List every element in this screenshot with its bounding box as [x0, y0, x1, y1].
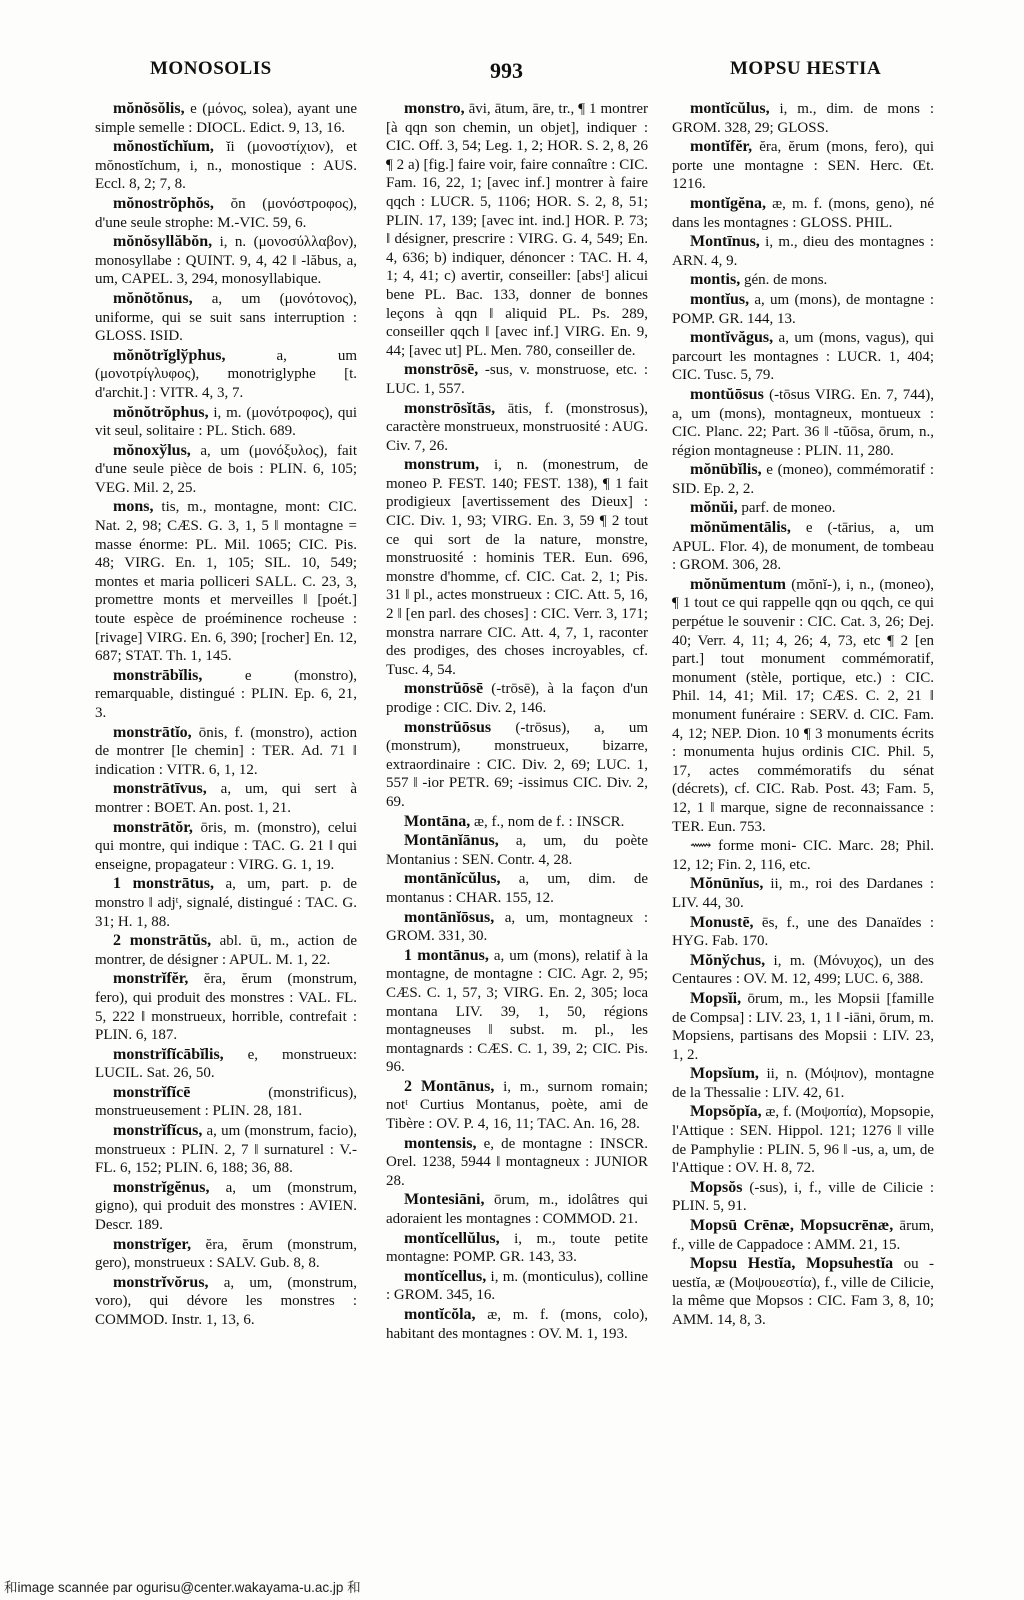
dictionary-entry — [672, 461, 934, 498]
dictionary-entry — [95, 100, 357, 137]
dictionary-entry — [95, 780, 357, 817]
entry-headword: Montīnus, — [690, 233, 760, 251]
entry-definition: (-sus), i, f., ville de Cilicie : PLIN. 5, 91. — [672, 1179, 934, 1215]
dictionary-entry — [672, 100, 934, 137]
dictionary-entry — [95, 442, 357, 498]
entry-definition: a, um (μονότονος), uniforme, qui se suit sans interruption : GLOSS. ISID. — [95, 290, 357, 345]
entry-headword: montis, — [690, 271, 741, 289]
entry-headword: monstrātīvus, — [113, 780, 207, 798]
dictionary-entry — [386, 456, 648, 679]
dictionary-entry — [672, 1065, 934, 1102]
dictionary-entry — [672, 576, 934, 836]
entry-headword: mŏnŏtŏnus, — [113, 289, 193, 307]
entry-headword: Mopsĭi, — [690, 989, 742, 1007]
dictionary-entry — [95, 875, 357, 931]
entry-headword: monstrātĭo, — [113, 723, 192, 741]
column-2 — [386, 100, 648, 1540]
entry-definition: ⟿ forme moni- CIC. Marc. 28; Phil. 12, 12; Fin. 2, 116, etc. — [672, 838, 934, 873]
entry-definition: i, m., surnom romain; notᵗ Curtius Montanus, poète, ami de Tibère : OV. P. 4, 16, 11; TAC. An. 16, 28. — [386, 1078, 648, 1133]
dictionary-entry — [95, 970, 357, 1044]
entry-headword: Monustē, — [690, 913, 754, 931]
entry-definition: ii, n. (Μόψιον), montagne de la Thessalie : LIV. 42, 61. — [672, 1066, 934, 1101]
entry-headword: montĭus, — [690, 290, 750, 308]
entry-headword: montŭōsus — [690, 385, 764, 403]
dictionary-entry — [386, 832, 648, 869]
dictionary-entry — [386, 1268, 648, 1305]
entry-headword: mŏnŏsŏlis, — [113, 100, 185, 117]
entry-definition: i, m. (Μόνυχος), un des Centaures : OV. M. 12, 499; LUC. 6, 388. — [672, 952, 934, 988]
dictionary-entry — [672, 499, 934, 518]
dictionary-entry — [95, 1179, 357, 1235]
entry-headword: 1 montānus, — [404, 946, 489, 964]
entry-headword: mŏnoxўlus, — [113, 441, 191, 459]
dictionary-entry — [386, 1078, 648, 1134]
entry-headword: Mŏnўchus, — [690, 951, 766, 969]
header-last-word: MOPSU HESTIA — [730, 58, 882, 79]
entry-headword: monstrātŏr, — [113, 818, 193, 836]
entry-definition: e (μόνος, solea), ayant une simple semelle : DIOCL. Edict. 9, 13, 16. — [95, 101, 357, 136]
entry-headword: monstrōsē, — [404, 361, 479, 379]
dictionary-entry — [95, 1236, 357, 1273]
entry-headword: montensis, — [404, 1134, 477, 1152]
dictionary-entry — [672, 990, 934, 1064]
entry-definition: ou -uestĭa, æ (Μοψουεστία), f., ville de Cilicie, la même que Mopsos : CIC. Fam 3, 8, 10; AMM. 14, 8, 3. — [672, 1256, 934, 1328]
entry-headword: monstrum, — [404, 456, 480, 474]
dictionary-entry — [95, 819, 357, 875]
entry-headword: montĭcŏla, — [404, 1306, 476, 1323]
entry-headword: Montesiāni, — [404, 1191, 485, 1209]
entry-definition: (mŏnĭ-), i, n., (moneo), ¶ 1 tout ce qui rappelle qqn ou qqch, ce qui perpétue le souvenir : CIC. Cat. 3, 26; Dej. 40; Verr. 4, 11; 4, 26; 4, 73, etc ¶ 2 [en part.] tout monument commémoratif, monument (stèle, portique, etc.) : CIC. Phil. 14, 41; Mil. 17; CÆS. C. 2, 21 ‖ monument funéraire : SERV. d. CIC. Fam. 4, 12; NEP. Dion. 10 ¶ 3 monuments écrits : monumenta hujus ordinis CIC. Phil. 5, 17, actes commémoratifs du sénat (décrets), cf. CIC. Rab. Post. 43; Fam. 5, 12, 1 ‖ marque, signe de reconnaissance : TER. Eun. 753. — [672, 576, 934, 835]
entry-definition: ārum, f., ville de Cappadoce : AMM. 21, 15. — [672, 1218, 934, 1253]
dictionary-entry — [95, 347, 357, 403]
entry-headword: 1 monstrātus, — [113, 875, 215, 893]
entry-definition: a, um (mons, vagus), qui parcourt les montagnes : LUCR. 1, 404; CIC. Tusc. 5, 79. — [672, 330, 934, 384]
entry-definition: a, um, montagneux : GROM. 331, 30. — [386, 909, 648, 945]
entry-headword: montĭfĕr, — [690, 138, 753, 156]
dictionary-entry — [386, 719, 648, 812]
entry-headword: monstrŭōsus — [404, 718, 492, 736]
entry-definition: ōrum, m., les Mopsii [famille de Compsa] : LIV. 23, 1, 1 ‖ -iāni, ōrum, m. Mopsiens, partisans des Mopsii : LIV. 23, 1, 2. — [672, 990, 934, 1063]
entry-definition: i, n. (monestrum, de moneo P. FEST. 140; FEST. 138), ¶ 1 fait prodigieux [avertissement des Dieux] : CIC. Div. 1, 93; VIRG. En. 3, 59 ¶ 2 tout ce qui sort de la nature, monstre, monstruosité : hominis TER. Eun. 696, monstre d'homme, cf. CIC. Cat. 2, 1; Pis. 31 ‖ pl., actes monstrueux : CIC. Att. 5, 16, 2 ‖ [en parl. des choses] : CIC. Verr. 3, 171; monstra narrare CIC. Att. 4, 7, 1, raconter des prodiges, des choses incroyables, cf. Tusc. 4, 54. — [386, 457, 648, 678]
dictionary-entry — [672, 291, 934, 328]
dictionary-entry — [672, 837, 934, 874]
entry-definition: a, um, dim. de montanus : CHAR. 155, 12. — [386, 871, 648, 906]
entry-headword: montānĭcŭlus, — [404, 870, 501, 888]
dictionary-entry — [672, 1255, 934, 1329]
entry-definition: a, um (μονοτρίγλυφος), monotriglyphe [t. d'archit.] : VITR. 4, 3, 7. — [95, 347, 357, 401]
entry-definition: a, um (monstrum, facio), monstrueux : PLIN. 2, 7 ‖ surnaturel : V.-FL. 6, 152; PLIN. 6, 188; 36, 88. — [95, 1123, 357, 1177]
entry-definition: æ, m. f. (mons, geno), né dans les montagnes : GLOSS. PHIL. — [672, 195, 934, 231]
dictionary-entry — [386, 1306, 648, 1343]
entry-definition: abl. ū, m., action de montrer, de désigner : APUL. M. 1, 22. — [95, 933, 357, 968]
entry-definition: (-tōsus VIRG. En. 7, 744), a, um (mons), montagneux, montueux : CIC. Planc. 22; Part. 36 ‖ -tŭōsa, ōrum, n., région montagneuse : PLIN. 11, 280. — [672, 386, 934, 459]
entry-headword: monstrābĭlis, — [113, 666, 203, 684]
entry-headword: mŏnŏsyllăbŏn, — [113, 233, 213, 251]
entry-definition: a, um (μονόξυλος), fait d'une seule pièce de bois : PLIN. 6, 105; VEG. Mil. 2, 25. — [95, 442, 357, 496]
scan-credit-footer: 和image scannée par ogurisu@center.wakayama-u.ac.jp 和 — [4, 1580, 361, 1595]
entry-definition: a, um, du poète Montanius : SEN. Contr. 4, 28. — [386, 833, 648, 868]
dictionary-entry — [95, 1046, 357, 1083]
column-1 — [95, 100, 357, 1540]
dictionary-entry — [672, 271, 934, 290]
entry-definition: a, um (mons), de montagne : POMP. GR. 144, 13. — [672, 291, 934, 327]
entry-headword: monstrĭgĕnus, — [113, 1178, 210, 1196]
dictionary-entry — [95, 667, 357, 723]
dictionary-entry — [386, 1135, 648, 1191]
dictionary-entry — [672, 1103, 934, 1177]
entry-definition: ōnis, f. (monstro), action de montrer [le chemin] : TER. Ad. 71 ‖ indication : VITR. 6, 1, 12. — [95, 724, 357, 778]
dictionary-entry — [672, 914, 934, 951]
entry-definition: tis, m., montagne, mont: CIC. Nat. 2, 98; CÆS. G. 3, 1, 5 ‖ montagne = masse énorme: PL. Mil. 1065; CIC. Pis. 48; VIRG. En. 1, 105; SIL. 10, 549; montes et maria polliceri SALL. C. 23, 3, promettre monts et merveilles ‖ [poét.] toute espèce de proéminence rocheuse : [rivage] VIRG. En. 6, 390; [rocher] En. 12, 687; STAT. Th. 1, 145. — [95, 499, 357, 665]
entry-definition: æ, f., nom de f. : INSCR. — [470, 813, 625, 830]
entry-definition: i, m. (monticulus), colline : GROM. 345, 16. — [386, 1268, 648, 1304]
entry-headword: Mŏnūnĭus, — [690, 875, 764, 893]
entry-headword: montĭcellŭlus, — [404, 1229, 500, 1247]
dictionary-entry — [672, 875, 934, 912]
dictionary-entry — [95, 195, 357, 232]
dictionary-entry — [672, 1179, 934, 1216]
entry-definition: a, um, part. p. de monstro ‖ adjᵗ, signalé, distingué : TAC. G. 31; H. 1, 88. — [95, 876, 357, 930]
entry-definition: e, monstrueux: LUCIL. Sat. 26, 50. — [95, 1046, 357, 1082]
dictionary-entry — [95, 290, 357, 346]
dictionary-entry — [95, 1122, 357, 1178]
entry-definition: i, n. (μονοσύλλαβον), monosyllabe : QUINT. 9, 4, 42 ‖ -lăbus, a, um, CAPEL. 3, 294, monosyllabique. — [95, 234, 357, 288]
dictionary-entry — [95, 1274, 357, 1330]
entry-definition: a, um, (monstrum, voro), qui dévore les monstres : COMMOD. Instr. 1, 13, 6. — [95, 1274, 357, 1328]
entry-headword: Montāna, — [404, 812, 471, 830]
entry-definition: (-trōsē), à la façon d'un prodige : CIC. Div. 2, 146. — [386, 681, 648, 716]
dictionary-entry — [672, 1217, 934, 1254]
entry-headword: mons, — [113, 498, 154, 516]
dictionary-entry — [386, 947, 648, 1077]
entry-definition: i, m., dieu des montagnes : ARN. 4, 9. — [672, 234, 934, 269]
dictionary-entry — [672, 519, 934, 575]
header-first-word: MONOSOLIS — [150, 58, 272, 79]
entry-headword: mŏnūbĭlis, — [690, 461, 762, 479]
entry-definition: a, um (monstrum, gigno), qui produit des monstres : AVIEN. Descr. 189. — [95, 1179, 357, 1234]
entry-definition: i, m., toute petite montagne: POMP. GR. 143, 33. — [386, 1230, 648, 1266]
page-header — [0, 58, 1024, 88]
dictionary-entry — [672, 138, 934, 194]
entry-definition: e (moneo), commémoratif : SID. Ep. 2, 2. — [672, 462, 934, 497]
entry-definition: a, um (mons), relatif à la montagne, de montagne : CIC. Agr. 2, 95; CÆS. C. 1, 57, 3; VIRG. En. 2, 305; loca montana LIV. 39, 1, 50, régions montagneuses ‖ subst. m. pl., les montagnards : CÆS. C. 1, 39, 2; CIC. Pis. 96. — [386, 947, 648, 1076]
entry-headword: Mopsŏpĭa, — [690, 1103, 762, 1121]
entry-headword: 2 Montānus, — [404, 1077, 495, 1095]
entry-headword: Mopsū Crēnæ, Mopsucrēnæ, — [690, 1217, 894, 1235]
dictionary-entry — [386, 361, 648, 398]
dictionary-entry — [672, 233, 934, 270]
entry-headword: montĭvăgus, — [690, 329, 774, 347]
column-3 — [672, 100, 934, 1540]
dictionary-entry — [95, 138, 357, 194]
dictionary-entry — [386, 1230, 648, 1267]
entry-headword: monstrĭfĭcus, — [113, 1122, 203, 1140]
entry-definition: -sus, v. monstruose, etc. : LUC. 1, 557. — [386, 362, 648, 397]
dictionary-entry — [386, 100, 648, 360]
entry-definition: āvi, ātum, āre, tr., ¶ 1 montrer [à qqn son chemin, un objet], indiquer : CIC. Off. 3, 54; Leg. 1, 2; HOR. S. 2, 8, 26 ¶ 2 a) [fig.] faire voir, faire connaître : CIC. Fam. 16, 22, 1; [avec inf.] montrer à faire qqch : LUCR. 5, 1106; HOR. S. 2, 8, 51; PLIN. 17, 139; [avec int. ind.] HOR. P. 73; ‖ désigner, prescrire : VIRG. G. 4, 549; En. 4, 636; b) indiquer, dénoncer : TAC. H. 4, 1; 4, 41; c) avertir, conseiller: [absᵗ] alicui bene PL. Bac. 133, donner de bonnes leçons à qqn ‖ aliquid PL. Ps. 289, conseiller qqch ‖ [avec inf.] VIRG. En. 9, 44; [avec ut] PL. Men. 780, conseiller de. — [386, 101, 648, 359]
entry-headword: monstrŭōsē — [404, 680, 484, 698]
dictionary-entry — [95, 404, 357, 441]
entry-headword: montĭgĕna, — [690, 194, 766, 212]
dictionary-entry — [95, 233, 357, 289]
entry-definition: i, m., dim. de mons : GROM. 328, 29; GLOSS. — [672, 101, 934, 136]
dictionary-entry — [386, 909, 648, 946]
entry-headword: monstrĭfĭcābĭlis, — [113, 1045, 224, 1063]
entry-headword: mŏnŏtrŏphus, — [113, 403, 209, 421]
entry-headword: Mopsŏs — [690, 1178, 743, 1196]
entry-headword: Mopsĭum, — [690, 1065, 759, 1083]
entry-headword: 2 monstrātŭs, — [113, 932, 212, 950]
entry-headword: montānĭōsus, — [404, 908, 495, 926]
dictionary-entry — [672, 329, 934, 385]
dictionary-entry — [95, 1084, 357, 1121]
dictionary-entry — [386, 400, 648, 456]
entry-headword: monstrĭfĕr, — [113, 970, 189, 988]
entry-definition: parf. de moneo. — [737, 500, 836, 517]
entry-definition: ēs, f., une des Danaïdes : HYG. Fab. 170. — [672, 914, 934, 950]
entry-definition: ii, m., roi des Dardanes : LIV. 44, 30. — [672, 876, 934, 911]
entry-definition: ŏn (μονόστροφος), d'une seule strophe: M.-VIC. 59, 6. — [95, 195, 357, 231]
entry-definition: (monstrificus), monstrueusement : PLIN. 28, 181. — [95, 1084, 357, 1120]
entry-headword: mŏnŭmentālis, — [690, 519, 791, 537]
entry-definition: ĕra, ĕrum (monstrum, fero), qui produit des monstres : VAL. FL. 5, 222 ‖ monstrueux, horrible, contrefait : PLIN. 6, 187. — [95, 971, 357, 1044]
entry-headword: Mopsu Hestĭa, Mopsuhestĭa — [690, 1255, 894, 1273]
entry-definition: ōrum, m., idolâtres qui adoraient les montagnes : COMMOD. 21. — [386, 1192, 648, 1228]
entry-definition: ātis, f. (monstrosus), caractère monstrueux, monstruosité : AUG. Civ. 7, 26. — [386, 400, 648, 454]
entry-headword: mŏnostrŏphŏs, — [113, 194, 214, 212]
entry-headword: montĭcellus, — [404, 1267, 487, 1285]
entry-headword: monstrĭfĭcē — [113, 1083, 191, 1101]
entry-definition: gén. de mons. — [740, 272, 828, 289]
entry-headword: Montānĭānus, — [404, 832, 499, 850]
entry-definition: æ, m. f. (mons, colo), habitant des montagnes : OV. M. 1, 193. — [386, 1307, 648, 1342]
dictionary-entry — [386, 1191, 648, 1228]
entry-headword: monstro, — [404, 100, 465, 117]
dictionary-entry — [672, 195, 934, 232]
dictionary-entry — [672, 952, 934, 989]
entry-definition: e (-tārius, a, um APUL. Flor. 4), de monument, de tombeau : GROM. 306, 28. — [672, 520, 934, 574]
entry-headword: mŏnŭmentum — [690, 575, 787, 593]
dictionary-entry — [386, 813, 648, 832]
entry-headword: montĭcŭlus, — [690, 100, 770, 117]
entry-definition: æ, f. (Μοψοπία), Mopsopie, l'Attique : SEN. Hippol. 121; 1276 ‖ ville de Pamphylie : PLIN. 5, 96 ‖ -us, a, um, de l'Attique : OV. H. 8, 72. — [672, 1104, 934, 1177]
dictionary-entry — [672, 386, 934, 460]
entry-definition: i, m. (μονότροφος), qui vit seul, solitaire : PL. Stich. 689. — [95, 404, 357, 440]
dictionary-entry — [386, 870, 648, 907]
dictionary-entry — [95, 498, 357, 665]
entry-definition: ĭi (μονοστίχιον), et mŏnostĭchum, i, n., monostique : AUS. Eccl. 8, 2; 7, 8. — [95, 139, 357, 193]
dictionary-entry — [386, 680, 648, 717]
entry-headword: mŏnŏtrĭglўphus, — [113, 346, 226, 364]
entry-definition: e (monstro), remarquable, distingué : PLIN. Ep. 6, 21, 3. — [95, 667, 357, 721]
entry-definition: a, um, qui sert à montrer : BOET. An. post. 1, 21. — [95, 781, 357, 816]
entry-headword: mŏnŭi, — [690, 499, 738, 517]
entry-definition: ōris, m. (monstro), celui qui montre, qui indique : TAC. G. 21 ‖ qui enseigne, propagateur : VIRG. G. 1, 19. — [95, 819, 357, 873]
entry-definition: e, de montagne : INSCR. Orel. 1238, 5944 ‖ montagneux : JUNIOR 28. — [386, 1135, 648, 1189]
entry-headword: mŏnostĭchĭum, — [113, 138, 214, 156]
entry-headword: monstrōsĭtās, — [404, 399, 496, 417]
page-number: 993 — [490, 58, 523, 83]
entry-definition: ĕra, ĕrum (mons, fero), qui porte une montagne : SEN. Herc. Œt. 1216. — [672, 139, 934, 193]
dictionary-entry — [95, 724, 357, 780]
entry-headword: monstrĭvŏrus, — [113, 1273, 209, 1291]
entry-definition: (-trōsus), a, um (monstrum), monstrueux, bizarre, extraordinaire : CIC. Div. 2, 69; LUC. 1, 557 ‖ -ior PETR. 69; -issimus CIC. Div. 2, 69. — [386, 719, 648, 810]
entry-headword: monstrĭger, — [113, 1235, 192, 1253]
dictionary-entry — [95, 932, 357, 969]
entry-definition: ĕra, ĕrum (monstrum, gero), monstrueux : SALV. Gub. 8, 8. — [95, 1236, 357, 1272]
